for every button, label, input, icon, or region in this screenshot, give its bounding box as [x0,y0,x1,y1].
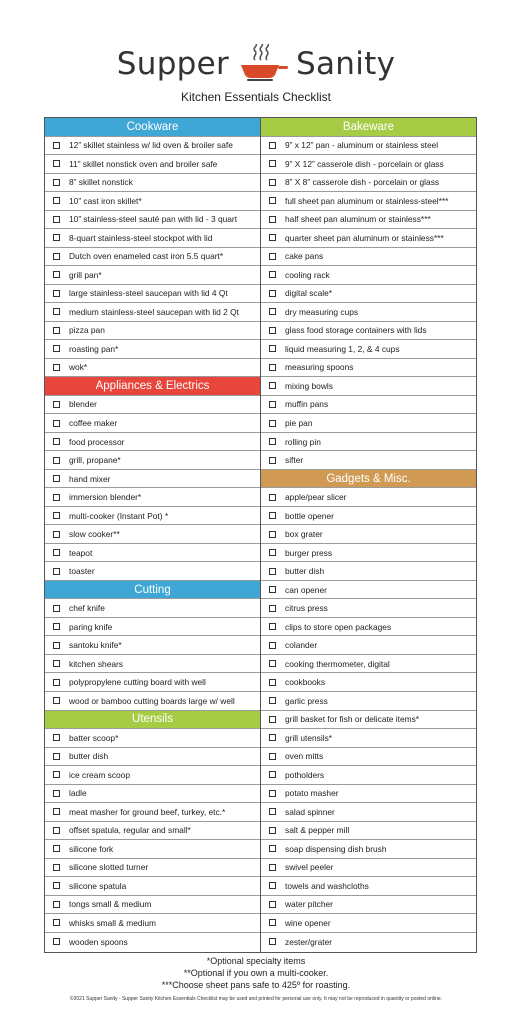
checklist-item-label: full sheet pan aluminum or stainless-steel*** [285,195,449,206]
checklist-item[interactable] [261,359,476,378]
checklist-item[interactable] [261,711,476,730]
checklist-item-label: butter dish [69,751,109,762]
checklist-item[interactable] [261,414,476,433]
checkbox-icon[interactable] [53,327,60,334]
checkbox-icon[interactable] [53,234,60,241]
checkbox-icon[interactable] [53,605,60,612]
checklist-item[interactable] [45,340,260,359]
checklist-item[interactable] [261,451,476,470]
checkbox-icon[interactable] [269,642,276,649]
checklist-item-label: wok* [69,362,88,373]
checkbox-icon[interactable] [269,827,276,834]
checklist-item[interactable] [45,562,260,581]
checkbox-icon[interactable] [269,160,276,167]
checkbox-icon[interactable] [269,420,276,427]
checklist-item[interactable] [261,618,476,637]
checkbox-icon[interactable] [269,327,276,334]
checklist-item-label: Dutch oven enameled cast iron 5.5 quart* [69,251,224,262]
section-header: Bakeware [261,118,476,137]
checkbox-icon[interactable] [269,494,276,501]
checklist-table [44,117,477,953]
checklist-item-label: silicone fork [69,843,114,854]
checkbox-icon[interactable] [269,919,276,926]
checklist-item-label: cake pans [285,251,324,262]
checklist-item[interactable] [45,414,260,433]
checkbox-icon[interactable] [269,216,276,223]
checklist-item-label: oven mitts [285,751,324,762]
checklist-item[interactable] [45,636,260,655]
checklist-item-label: silicone slotted turner [69,862,149,873]
right-column [261,118,476,952]
section-header: Cutting [45,581,260,600]
checklist-item-label: apple/pear slicer [285,492,347,503]
checkbox-icon[interactable] [53,271,60,278]
checkbox-icon[interactable] [53,216,60,223]
checklist-item-label: grill utensils* [285,732,333,743]
checkbox-icon[interactable] [269,253,276,260]
checklist-item-label: grill basket for fish or delicate items* [285,714,420,725]
checklist-item-label: blender [69,399,97,410]
checkbox-icon[interactable] [53,438,60,445]
checklist-item-label: ladle [69,788,87,799]
checklist-item-label: ice cream scoop [69,769,130,780]
checkbox-icon[interactable] [269,197,276,204]
checklist-item-label: garlic press [285,695,328,706]
checkbox-icon[interactable] [269,345,276,352]
checklist-item-label: medium stainless-steel saucepan with lid 2 Qt [69,306,239,317]
checklist-item-label: 10” stainless-steel sauté pan with lid - 3 quart [69,214,238,225]
checklist-item-label: cookbooks [285,677,326,688]
checklist-item[interactable] [261,636,476,655]
checklist-item-label: food processor [69,436,125,447]
checklist-item[interactable] [261,581,476,600]
checklist-item-label: large stainless-steel saucepan with lid 4 Qt [69,288,228,299]
section-header: Appliances & Electrics [45,377,260,396]
checklist-item[interactable] [261,322,476,341]
logo-word-left: Supper [116,46,230,82]
checkbox-icon[interactable] [53,938,60,945]
checkbox-icon[interactable] [53,568,60,575]
checklist-item[interactable] [261,211,476,230]
checklist-item-label: measuring spoons [285,362,354,373]
checklist-item-label: rolling pin [285,436,321,447]
checklist-item[interactable] [45,155,260,174]
checklist-item[interactable] [45,488,260,507]
checklist-item-label: pie pan [285,418,313,428]
checklist-item[interactable] [261,192,476,211]
checkbox-icon[interactable] [53,790,60,797]
checklist-item[interactable] [45,229,260,248]
checklist-item[interactable] [45,877,260,896]
checklist-item-label: immersion blender* [69,492,142,503]
checkbox-icon[interactable] [53,623,60,630]
checklist-item-label: 8” X 8” casserole dish - porcelain or glass [285,177,440,188]
checklist-item[interactable] [45,211,260,230]
checklist-item-label: wooden spoons [69,936,128,947]
checklist-item[interactable] [45,729,260,748]
footnote-optional: *Optional specialty items [206,956,306,966]
checkbox-icon[interactable] [53,401,60,408]
checklist-item[interactable] [261,840,476,859]
checklist-item[interactable] [261,266,476,285]
checklist-item-label: mixing bowls [285,380,333,391]
footnote-sheet-pans: ***Choose sheet pans safe to 425º for roasting. [161,980,351,990]
checklist-item-label: salad spinner [285,806,335,817]
checklist-item[interactable] [261,933,476,952]
checklist-item[interactable] [261,562,476,581]
checkbox-icon[interactable] [269,938,276,945]
checkbox-icon[interactable] [53,160,60,167]
checklist-item[interactable] [261,544,476,563]
checkbox-icon[interactable] [269,882,276,889]
checkbox-icon[interactable] [269,271,276,278]
checklist-item[interactable] [45,451,260,470]
checklist-item-label: muffin pans [285,399,329,410]
checkbox-icon[interactable] [53,197,60,204]
checkbox-icon[interactable] [269,808,276,815]
checkbox-icon[interactable] [53,679,60,686]
logo-word-right: Sanity [295,46,396,82]
checklist-item-label: half sheet pan aluminum or stainless*** [285,214,431,225]
checklist-item-label: coffee maker [69,418,118,428]
checkbox-icon[interactable] [269,623,276,630]
checklist-item[interactable] [45,303,260,322]
checklist-item-label: digital scale* [285,288,333,299]
checklist-item-label: wine opener [285,917,331,928]
checklist-item[interactable] [45,174,260,193]
checklist-item-label: colander [285,640,318,651]
checklist-item-label: can opener [285,584,327,595]
checklist-item-label: potholders [285,769,325,780]
checklist-item[interactable] [45,266,260,285]
checklist-item[interactable] [261,396,476,415]
section-header: Gadgets & Misc. [261,470,476,489]
checklist-item-label: grill pan* [69,269,102,280]
copyright-notice: ©2021 Supper Sanity - Supper Sanity Kitchen Essentials Checklist may be used and printed for personal use only. It may not be reproduced in quantity or posted online. [69,996,443,1002]
checklist-item-label: liquid measuring 1, 2, & 4 cups [285,343,400,354]
checklist-item[interactable] [261,766,476,785]
checklist-item-label: roasting pan* [69,343,119,354]
checkbox-icon[interactable] [53,494,60,501]
checklist-item-label: 11” skillet nonstick oven and broiler safe [69,158,218,169]
checkbox-icon[interactable] [53,734,60,741]
checklist-item[interactable] [45,359,260,378]
checklist-item-label: santoku knife* [69,640,122,651]
checklist-item[interactable] [45,322,260,341]
checkbox-icon[interactable] [269,605,276,612]
checkbox-icon[interactable] [269,864,276,871]
checklist-item[interactable] [261,729,476,748]
checklist-item[interactable] [261,599,476,618]
checklist-item[interactable] [45,785,260,804]
checklist-item[interactable] [261,859,476,878]
checklist-item-label: whisks small & medium [69,917,157,928]
checkbox-icon[interactable] [269,457,276,464]
checkbox-icon[interactable] [269,716,276,723]
checklist-item[interactable] [261,803,476,822]
checkbox-icon[interactable] [53,290,60,297]
checklist-item-label: batter scoop* [69,732,119,743]
checkbox-icon[interactable] [53,345,60,352]
checklist-item[interactable] [261,914,476,933]
checklist-item[interactable] [45,822,260,841]
checkbox-icon[interactable] [269,382,276,389]
checklist-item[interactable] [261,433,476,452]
checklist-item-label: citrus press [285,603,328,614]
checklist-subtitle: Kitchen Essentials Checklist [180,90,332,104]
checklist-item[interactable] [45,544,260,563]
checklist-item[interactable] [45,655,260,674]
checklist-item-label: kitchen shears [69,658,123,669]
checklist-item[interactable] [261,155,476,174]
checklist-item[interactable] [261,340,476,359]
checkbox-icon[interactable] [269,512,276,519]
checkbox-icon[interactable] [269,290,276,297]
checklist-item-label: bottle opener [285,510,334,521]
footnote-multicooker: **Optional if you own a multi-cooker. [183,968,329,978]
checkbox-icon[interactable] [53,642,60,649]
checkbox-icon[interactable] [53,531,60,538]
checklist-item-label: 10” cast iron skillet* [69,195,142,206]
checklist-item-label: toaster [69,566,95,577]
checklist-item-label: cooking thermometer, digital [285,658,390,669]
checklist-item[interactable] [45,507,260,526]
checkbox-icon[interactable] [53,827,60,834]
checklist-item[interactable] [45,914,260,933]
checklist-item-label: towels and washcloths [285,880,369,891]
checklist-item-label: grill, propane* [69,455,121,466]
checkbox-icon[interactable] [53,864,60,871]
checkbox-icon[interactable] [269,308,276,315]
logo [0,44,512,88]
checklist-item[interactable] [261,673,476,692]
checklist-item[interactable] [45,599,260,618]
checklist-item[interactable] [45,840,260,859]
checkbox-icon[interactable] [269,568,276,575]
checklist-item[interactable] [261,488,476,507]
checklist-item[interactable] [45,433,260,452]
checklist-item[interactable] [45,896,260,915]
checkbox-icon[interactable] [53,660,60,667]
checkbox-icon[interactable] [53,549,60,556]
checkbox-icon[interactable] [269,438,276,445]
checklist-item[interactable] [261,285,476,304]
checklist-item-label: meat masher for ground beef, turkey, etc.* [69,806,226,817]
checklist-item[interactable] [45,396,260,415]
checklist-item[interactable] [261,692,476,711]
header [0,0,512,112]
checkbox-icon[interactable] [53,808,60,815]
checklist-item[interactable] [261,525,476,544]
checkbox-icon[interactable] [53,308,60,315]
checklist-item-label: soap dispensing dish brush [285,843,387,854]
checkbox-icon[interactable] [269,845,276,852]
checklist-item[interactable] [45,137,260,156]
checklist-item-label: chef knife [69,603,105,614]
left-column [45,118,261,952]
steaming-pan-icon [238,44,288,84]
checklist-item-label: potato masher [285,788,339,799]
checklist-item-label: wood or bamboo cutting boards large w/ well [69,695,235,706]
checklist-item[interactable] [45,285,260,304]
checkbox-icon[interactable] [269,697,276,704]
checkbox-icon[interactable] [53,253,60,260]
checklist-item[interactable] [45,470,260,489]
checklist-item[interactable] [261,507,476,526]
checklist-item[interactable] [261,174,476,193]
section-header: Utensils [45,711,260,730]
checkbox-icon[interactable] [53,457,60,464]
checklist-item-label: salt & pepper mill [285,825,350,836]
checklist-item[interactable] [45,766,260,785]
checklist-item-label: zester/grater [285,936,333,947]
checkbox-icon[interactable] [53,364,60,371]
footnotes [0,955,512,991]
checkbox-icon[interactable] [269,771,276,778]
checklist-item-label: glass food storage containers with lids [285,325,427,336]
checkbox-icon[interactable] [53,771,60,778]
checklist-item[interactable] [261,248,476,267]
checklist-item-label: 8” skillet nonstick [69,177,133,188]
checkbox-icon[interactable] [269,234,276,241]
checkbox-icon[interactable] [269,142,276,149]
checklist-item[interactable] [261,748,476,767]
checklist-item-label: sifter [285,455,304,466]
checkbox-icon[interactable] [269,364,276,371]
checkbox-icon[interactable] [53,697,60,704]
checkbox-icon[interactable] [269,790,276,797]
checkbox-icon[interactable] [269,901,276,908]
checklist-item[interactable] [45,933,260,952]
checkbox-icon[interactable] [53,142,60,149]
checkbox-icon[interactable] [269,734,276,741]
checklist-item-label: cooling rack [285,269,330,280]
checklist-item[interactable] [45,192,260,211]
checklist-item-label: slow cooker** [69,529,120,540]
checklist-item[interactable] [261,896,476,915]
checkbox-icon[interactable] [53,475,60,482]
checkbox-icon[interactable] [269,179,276,186]
checklist-item-label: 9” X 12” casserole dish - porcelain or glass [285,158,444,169]
checkbox-icon[interactable] [269,549,276,556]
checklist-item[interactable] [45,803,260,822]
checklist-item-label: hand mixer [69,473,111,484]
checklist-item-label: polypropylene cutting board with well [69,677,206,688]
checkbox-icon[interactable] [53,919,60,926]
checklist-item-label: water pitcher [285,899,333,910]
checklist-item-label: tongs small & medium [69,899,152,910]
checklist-item[interactable] [45,248,260,267]
checklist-item-label: silicone spatula [69,880,127,891]
checklist-item[interactable] [261,377,476,396]
checklist-item-label: swivel peeler [285,862,334,873]
checklist-item-label: burger press [285,547,333,558]
checklist-item[interactable] [261,785,476,804]
checklist-item[interactable] [261,303,476,322]
checklist-item-label: butter dish [285,566,325,577]
checklist-item[interactable] [45,618,260,637]
checklist-item-label: paring knife [69,621,113,632]
checklist-item-label: pizza pan [69,325,105,336]
checkbox-icon[interactable] [269,679,276,686]
checklist-item-label: offset spatula, regular and small* [69,825,191,836]
checklist-item-label: 9” x 12” pan - aluminum or stainless steel [285,140,439,151]
checklist-item[interactable] [261,822,476,841]
checklist-item-label: dry measuring cups [285,306,359,317]
checklist-item[interactable] [45,859,260,878]
section-header: Cookware [45,118,260,137]
checkbox-icon[interactable] [53,901,60,908]
checkbox-icon[interactable] [269,531,276,538]
checkbox-icon[interactable] [53,882,60,889]
checkbox-icon[interactable] [53,512,60,519]
checklist-item[interactable] [45,692,260,711]
checklist-item-label: clips to store open packages [285,621,392,632]
checklist-item-label: quarter sheet pan aluminum or stainless*** [285,232,444,243]
checklist-item-label: 12” skillet stainless w/ lid oven & broiler safe [69,140,233,151]
checklist-item[interactable] [261,877,476,896]
checklist-item[interactable] [45,525,260,544]
checklist-item-label: teapot [69,547,93,558]
checklist-item-label: 8-quart stainless-steel stockpot with lid [69,232,213,243]
checkbox-icon[interactable] [53,753,60,760]
checklist-item[interactable] [45,673,260,692]
checklist-item[interactable] [45,748,260,767]
checkbox-icon[interactable] [53,179,60,186]
checkbox-icon[interactable] [269,586,276,593]
checklist-item-label: box grater [285,529,323,540]
checklist-item[interactable] [261,655,476,674]
checkbox-icon[interactable] [53,845,60,852]
checkbox-icon[interactable] [269,401,276,408]
checklist-item[interactable] [261,229,476,248]
checkbox-icon[interactable] [269,753,276,760]
checklist-item-label: multi-cooker (Instant Pot) * [69,510,169,521]
checkbox-icon[interactable] [269,660,276,667]
checklist-item[interactable] [261,137,476,156]
checkbox-icon[interactable] [53,420,60,427]
